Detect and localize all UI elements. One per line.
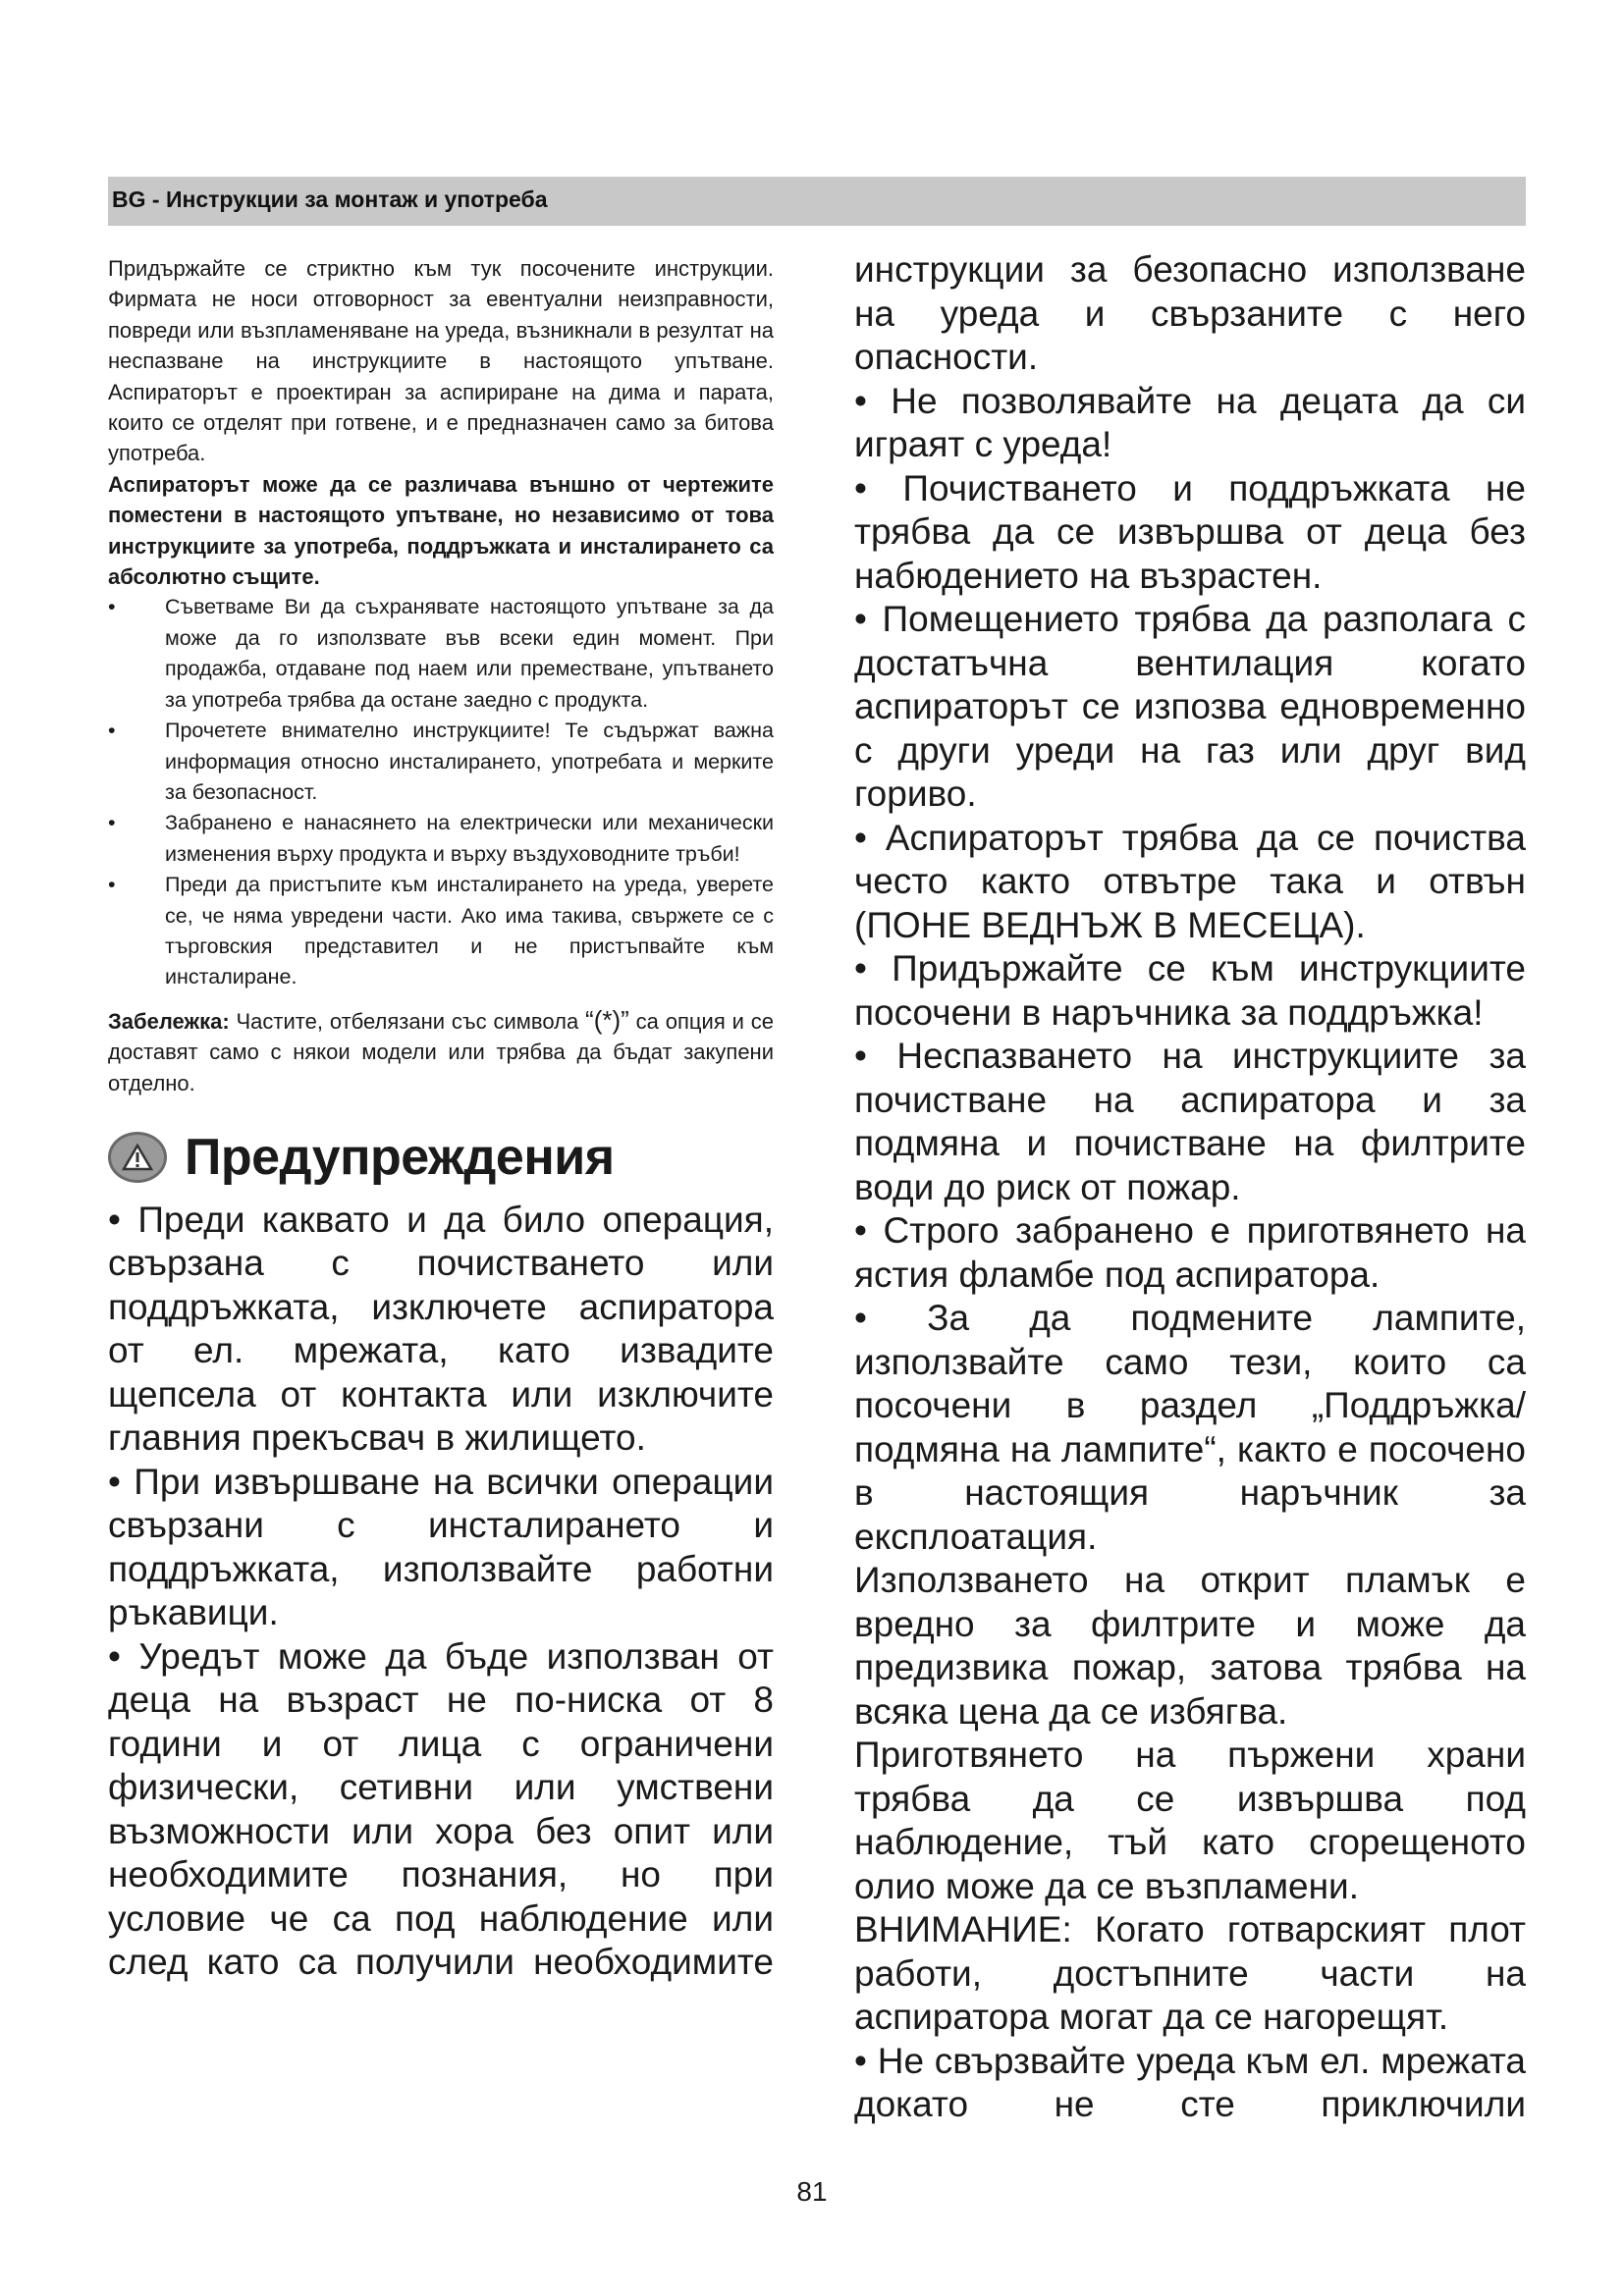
warning-paragraph: • Неспазването на инструкциите за почистване на аспиратора и за подмяна и почистване на филтрите води до риск от пожар. (854, 1036, 1526, 1207)
warning-paragraph: Приготвянето на пържени храни трябва да се извършва под наблюдение, тъй като сгорещеното олио може да се възпламени. (854, 1735, 1526, 1906)
list-item: • Забранено е нанасянето на електрически или механически изменения върху продукта и върху въздуховодните тръби! (108, 808, 774, 870)
warning-paragraph: • Преди каквато и да било операция, свързана с почистването или поддръжката, изключете аспиратора от ел. мрежата, като извадите щепсела от контакта или изключите главния прекъсвач в жилището. (108, 1199, 774, 1459)
warnings-title: Предупреждения (185, 1128, 615, 1186)
list-item: • Преди да пристъпите към инсталирането на уреда, уверете се, че няма увредени части. Ако има такива, свържете се с търговския представител и не пристъпвайте към инсталиране. (108, 870, 774, 993)
list-item: • Прочетете внимателно инструкциите! Те съдържат важна информация относно инсталирането, употребата и мерките за безопасност. (108, 716, 774, 808)
warning-paragraph: • При извършване на всички операции свързани с инсталирането и поддръжката, използвайте работни ръкавици. (108, 1461, 774, 1633)
bold-intro-paragraph: Аспираторът може да се различава външно от чертежите поместени в настоящото упътване, но независимо от това инструкциите за употреба, поддръжката и инсталирането са абсолютно същите. (108, 471, 774, 590)
warning-paragraph: • Придържайте се към инструкциите посочени в наръчника за поддръжка! (854, 948, 1526, 1033)
page-number: 81 (796, 2176, 828, 2207)
warning-paragraph: Използването на открит пламък е вредно за филтрите и може да предизвика пожар, затова трябва на всяка цена да се избягва. (854, 1560, 1526, 1732)
warning-paragraph: • Помещението трябва да разполага с достатъчна вентилация когато аспираторът се изпозва едновременно с други уреди на газ или друг вид гориво. (854, 599, 1526, 814)
note-text: Частите, отбелязани със символа (229, 1008, 586, 1034)
note-symbol: “(*)” (585, 1004, 629, 1035)
warning-paragraph: • Почистването и поддръжката не трябва да се извършва от деца без набюдението на възрастен. (854, 467, 1526, 596)
warning-paragraph: • Строго забранено е приготвянето на ястия фламбе под аспиратора. (854, 1210, 1526, 1295)
note-label: Забележка: (108, 1008, 230, 1034)
warning-paragraph: • Аспираторът трябва да се почиства често както отвътре така и отвън (ПОНЕ ВЕДНЪЖ В МЕСЕЦА). (854, 817, 1526, 945)
note-text-end: са опция и се доставят само с някои модели или трябва да бъдат закупени отделно. (108, 1008, 774, 1095)
warning-paragraph: • Не позволявайте на децата да си играят с уреда! (854, 380, 1526, 464)
warning-paragraph: • За да подмените лампите, използвайте само тези, които са посочени в раздел „Поддръжка/подмяна на лампите“, както е посочено в настоящия наръчник за експлоатация. (854, 1298, 1526, 1557)
note-paragraph (108, 1005, 774, 1098)
warning-paragraph: ВНИМАНИЕ: Когато готварският плот работи, достъпните части на аспиратора могат да се нагорещят. (854, 1909, 1526, 2037)
warning-paragraph: инструкции за безопасно използване на уреда и свързаните с него опасности. (854, 249, 1526, 377)
intro-paragraph: Придържайте се стриктно към тук посочените инструкции. Фирмата не носи отговорност за евентуални неизправности, повреди или възпламеняване на уреда, възникнали в резултат на неспазване на инструкциите в настоящото упътване. Аспираторът е проектиран за аспириране на дима и парата, които се отделят при готвене, и е предназначен само за битова употреба. (108, 256, 774, 466)
right-column (854, 248, 1526, 2127)
instruction-bullet-list (108, 592, 774, 992)
section-header-bar (108, 177, 1526, 226)
warnings-heading (108, 1122, 774, 1193)
list-item: • Съветваме Ви да съхранявате настоящото упътване за да може да го използвате във всеки един момент. При продажба, отдаване под наем или преместване, упътването за употреба трябва да остане заедно с продукта. (108, 592, 774, 716)
warning-paragraph: • Уредът може да бъде използван от деца на възраст не по-ниска от 8 години и от лица с ограничени физически, сетивни или умствени възможности или хора без опит или необходимите познания, но при условие че са под наблюдение или след като са получили необходимите (108, 1635, 774, 1983)
warning-icon (108, 1132, 167, 1183)
section-header-title: BG - Инструкции за монтаж и употреба (112, 187, 548, 212)
warning-paragraph: • Не свързвайте уреда към ел. мрежата докато не сте приключили (854, 2040, 1526, 2124)
left-column (108, 253, 774, 1985)
